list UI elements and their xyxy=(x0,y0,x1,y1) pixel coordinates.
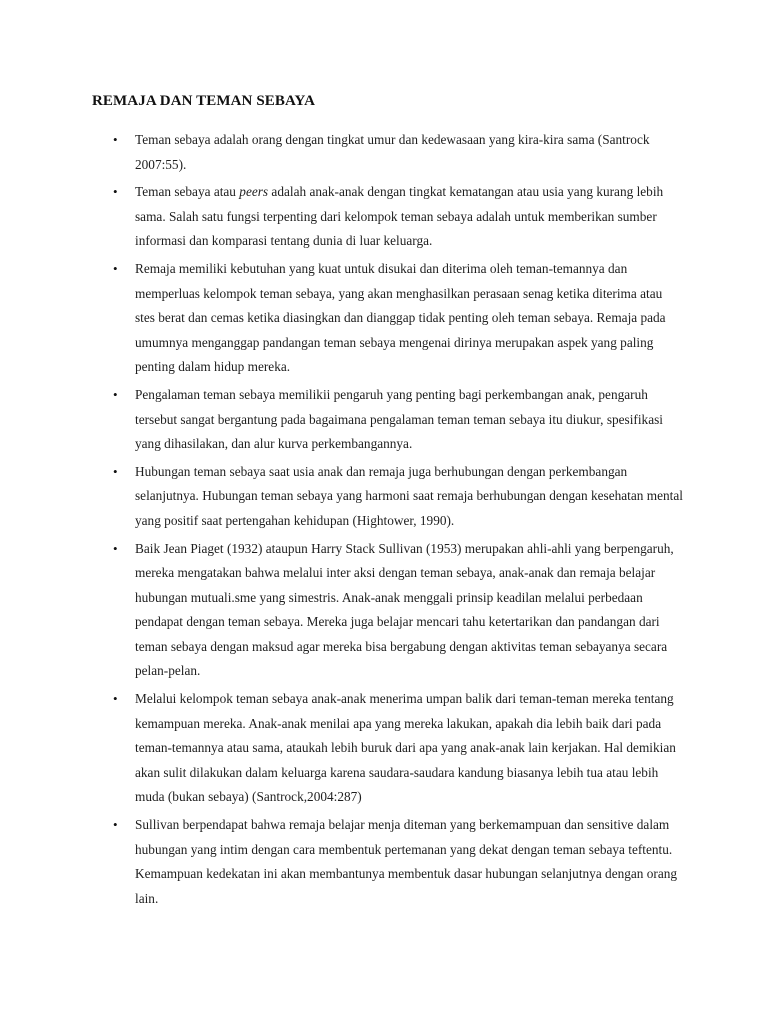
list-item xyxy=(113,460,683,534)
list-item-text-part: Teman sebaya atau xyxy=(135,184,240,200)
list-item xyxy=(113,687,683,810)
bullet-icon: • xyxy=(113,386,118,402)
list-item xyxy=(113,383,683,457)
italic-term: peers xyxy=(239,184,269,200)
bullet-icon: • xyxy=(113,260,118,276)
list-item xyxy=(113,813,683,911)
list-item-text: Baik Jean Piaget (1932) ataupun Harry Stack Sullivan (1953) merupakan ahli-ahli yang berpengaruh, mereka mengatakan bahwa melalui inter aksi dengan teman sebaya, anak-anak dan remaja belajar hubungan mutuali.sme yang simestris. Anak-anak menggali prinsip keadilan melalui perbedaan pendapat dengan teman sebaya. Mereka juga belajar mencari tahu ketertarikan dan pandangan dari teman sebaya dengan maksud agar mereka bisa bergabung dengan aktivitas teman sebayanya secara pelan-pelan. xyxy=(135,540,674,679)
bullet-icon: • xyxy=(113,540,118,556)
bullet-icon: • xyxy=(113,132,118,147)
bullet-icon: • xyxy=(113,184,118,200)
list-item xyxy=(113,537,683,685)
list-item xyxy=(113,128,683,177)
list-item-text: Sullivan berpendapat bahwa remaja belajar menja diteman yang berkemampuan dan sensitive dalam hubungan yang intim dengan cara membentuk pertemanan yang dekat dengan teman sebaya teftentu. Kemampuan kedekatan ini akan membantunya membentuk dasar hubungan selanjutnya dengan orang lain. xyxy=(135,817,678,906)
list-item-text: Hubungan teman sebaya saat usia anak dan remaja juga berhubungan dengan perkembangan selanjutnya. Hubungan teman sebaya yang harmoni saat remaja berhubungan dengan kesehatan mental yang positif saat pertengahan kehidupan (Hightower, 1990). xyxy=(135,463,683,528)
document-title: REMAJA DAN TEMAN SEBAYA xyxy=(92,93,316,109)
list-item xyxy=(113,257,683,380)
list-item xyxy=(113,180,683,254)
list-item-text xyxy=(135,184,663,248)
list-item-text: Melalui kelompok teman sebaya anak-anak menerima umpan balik dari teman-teman mereka tentang kemampuan mereka. Anak-anak menilai apa yang mereka lakukan, apakah dia lebih baik dari pada teman-temannya atau sama, ataukah lebih buruk dari apa yang anak-anak lain kerjakan. Hal demikian akan sulit dilakukan dalam keluarga karena saudara-saudara kandung biasanya lebih tua atau lebih muda (bukan sebaya) (Santrock,2004:287) xyxy=(135,691,676,805)
bullet-icon: • xyxy=(113,463,118,479)
list-item-text: Remaja memiliki kebutuhan yang kuat untuk disukai dan diterima oleh teman-temannya dan memperluas kelompok teman sebaya, yang akan menghasilkan perasaan senag ketika diterima atau stes berat dan cemas ketika diasingkan dan dianggap tidak penting oleh teman sebaya. Remaja pada umumnya menganggap pandangan teman sebaya mengenai dirinya merupakan aspek yang paling penting dalam hidup mereka. xyxy=(135,260,666,375)
bullet-icon: • xyxy=(113,691,118,707)
list-item-text: Pengalaman teman sebaya memilikii pengaruh yang penting bagi perkembangan anak, pengaruh tersebut sangat bergantung pada bagaimana pengalaman teman teman sebaya itu diukur, spesifikasi yang dihasilakan, dan alur kurva perkembangannya. xyxy=(135,386,663,452)
list-item-text: Teman sebaya adalah orang dengan tingkat umur dan kedewasaan yang kira-kira sama (Santrock 2007:55). xyxy=(135,132,650,172)
list-item-text-part: adalah anak-anak dengan tingkat kematangan atau usia yang kurang lebih sama. Salah satu fungsi terpenting dari kelompok teman sebaya adalah untuk memberikan sumber informasi dan komparasi tentang dunia di luar keluarga. xyxy=(135,184,664,249)
bullet-list xyxy=(113,128,683,914)
bullet-icon: • xyxy=(113,817,118,833)
